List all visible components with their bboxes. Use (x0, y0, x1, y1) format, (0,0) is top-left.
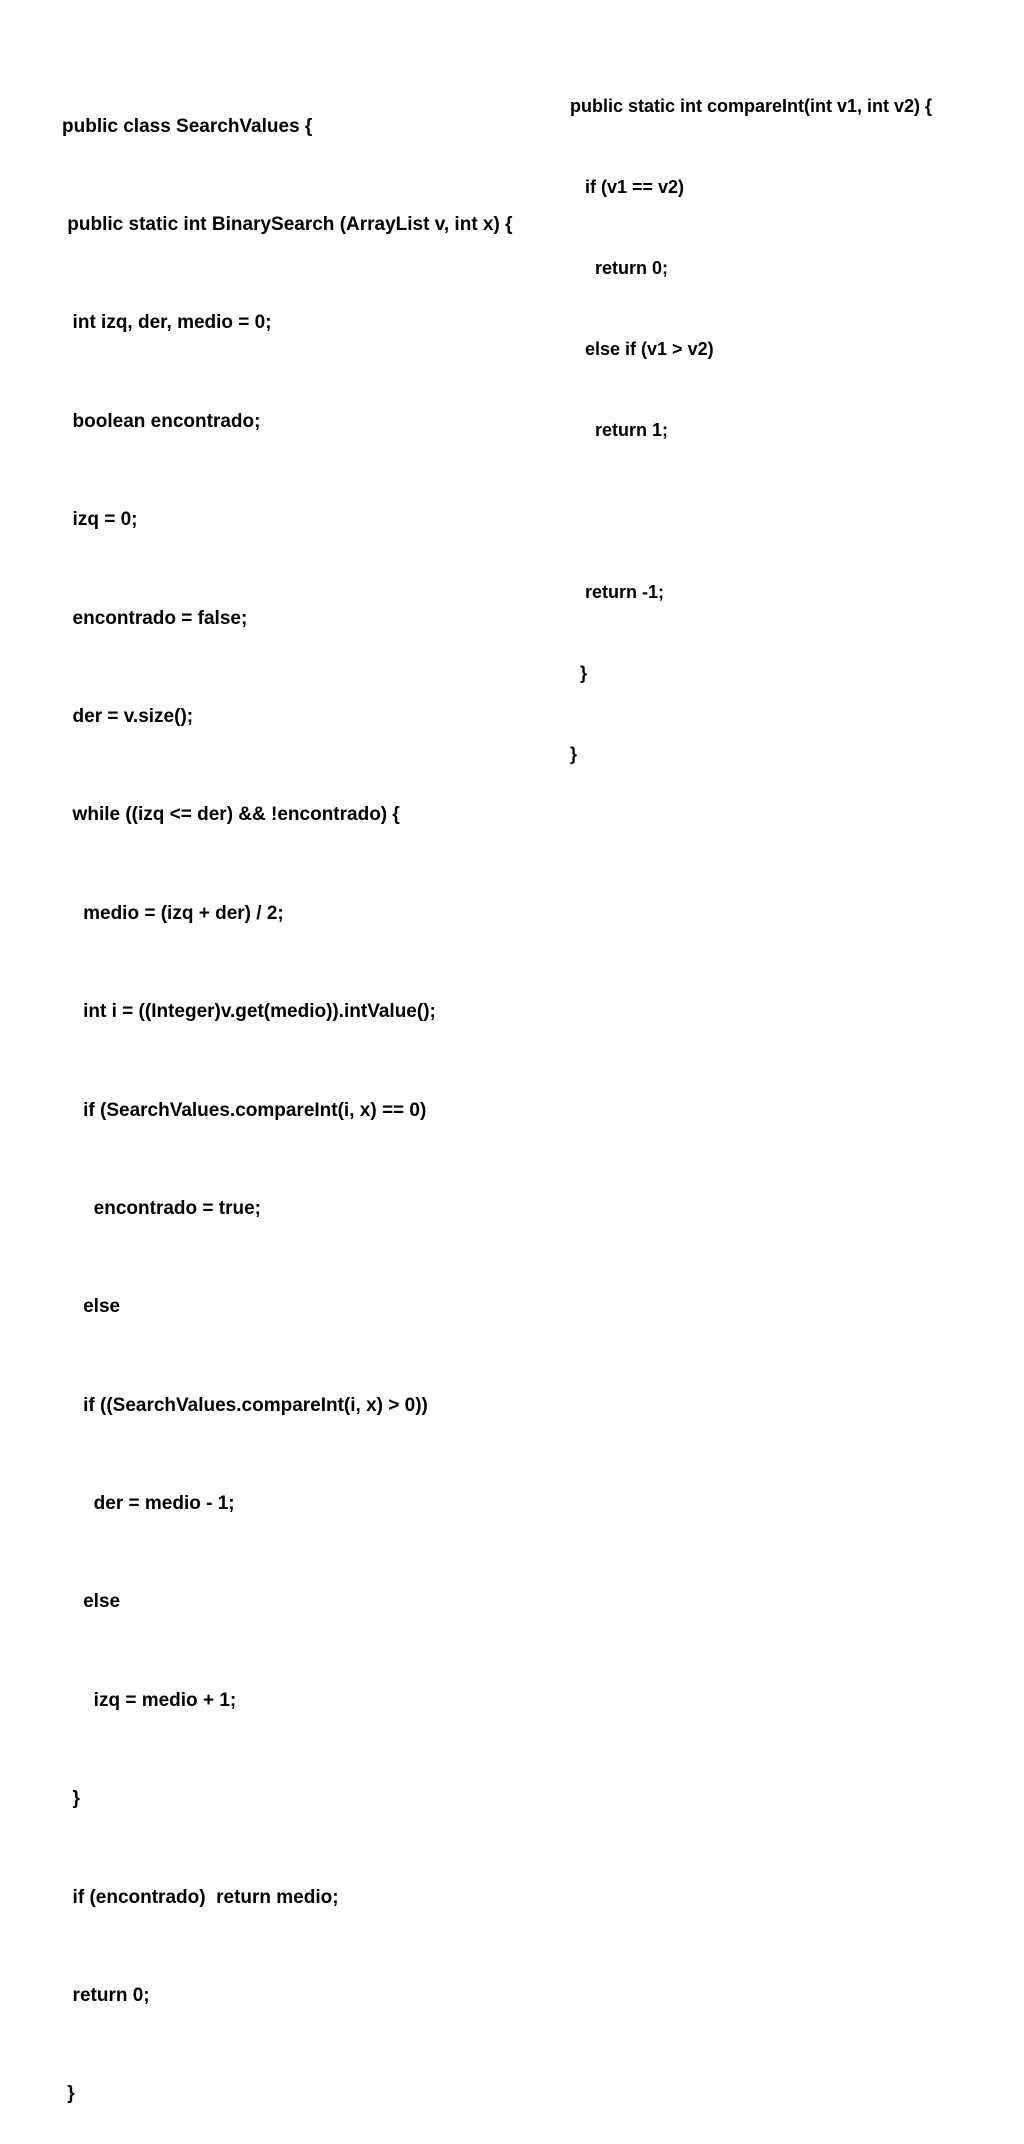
code-line: if ((SearchValues.compareInt(i, x) > 0)) (62, 1394, 428, 1416)
compare-int-code-block (570, 39, 932, 795)
code-line: encontrado = true; (62, 1197, 261, 1219)
code-line: return -1; (570, 582, 665, 602)
code-line: int izq, der, medio = 0; (62, 312, 272, 334)
code-line: izq = 0; (62, 509, 138, 531)
code-line: } (62, 1788, 80, 1810)
code-line: return 1; (570, 420, 669, 440)
code-line: public static int BinarySearch (ArrayList v, int x) { (62, 213, 513, 235)
code-line: if (encontrado) return medio; (62, 1886, 339, 1908)
code-line: } (570, 744, 578, 764)
code-line: int i = ((Integer)v.get(medio)).intValue(); (62, 1001, 436, 1023)
code-line: } (62, 2083, 75, 2105)
code-line: if (SearchValues.compareInt(i, x) == 0) (62, 1099, 427, 1121)
code-line: medio = (izq + der) / 2; (62, 902, 284, 924)
binary-search-code-block (62, 45, 513, 2144)
code-line: else (62, 1296, 121, 1318)
code-line: encontrado = false; (62, 607, 248, 629)
code-line: public class SearchValues { (62, 115, 313, 137)
code-line: public static int compareInt(int v1, int v2) { (570, 96, 933, 116)
code-line: der = v.size(); (62, 705, 194, 727)
code-line: boolean encontrado; (62, 410, 261, 432)
code-line: der = medio - 1; (62, 1493, 235, 1515)
code-line: return 0; (62, 1985, 150, 2007)
code-line: else if (v1 > v2) (570, 339, 714, 359)
code-line: izq = medio + 1; (62, 1689, 237, 1711)
code-line: return 0; (570, 258, 669, 278)
code-line: if (v1 == v2) (570, 177, 685, 197)
code-line: } (570, 663, 588, 683)
code-line: while ((izq <= der) && !encontrado) { (62, 804, 400, 826)
code-line: else (62, 1591, 121, 1613)
code-line (570, 498, 932, 525)
